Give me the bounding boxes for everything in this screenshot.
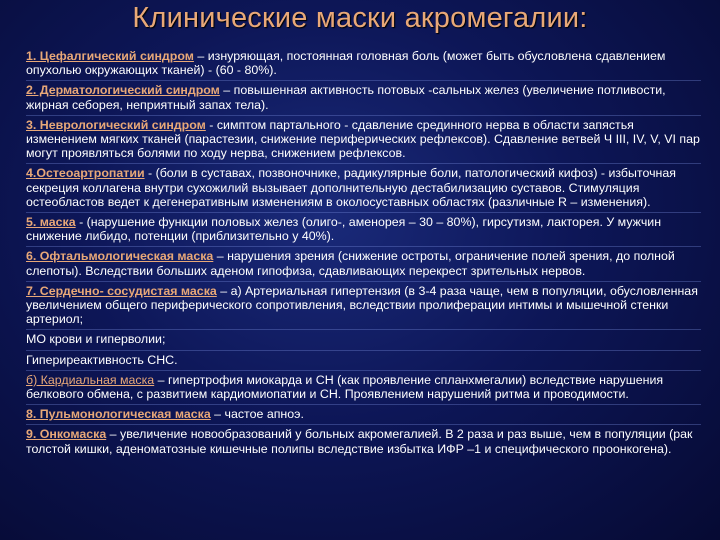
item-text: - (боли в суставах, позвоночнике, радикулярные боли, патологический кифоз) - избыточная секреция коллагена внутри сухожилий вызывает дополнительную дестабилизацию суставов. Стимуляция остеобластов ведет к дегенеративным изменениям в околосуставных областях (различные R – изменения). bbox=[26, 166, 676, 209]
item-text: – увеличение новообразований у больных акромегалией. В 2 раза и раз выше, чем в популяции (рак толстой кишки, аденоматозные кишечные полипы вследствие избытка ИФР –1 и специфического проонкогена). bbox=[26, 427, 693, 456]
item-heading: 8. Пульмонологическая маска bbox=[26, 407, 211, 422]
item-heading: 6. Офтальмологическая маска bbox=[26, 249, 214, 264]
list-item bbox=[26, 351, 701, 371]
list-item bbox=[26, 213, 701, 247]
list-item bbox=[26, 405, 701, 425]
item-text: - (нарушение функции половых желез (олиго-, аменорея – 30 – 80%), гирсутизм, лакторея. У мужчин снижение либидо, потенции (приблизительно у 40%). bbox=[26, 215, 662, 244]
list-item bbox=[26, 371, 701, 405]
list-item bbox=[26, 282, 701, 331]
item-text: - симптом партального - сдавление срединного нерва в области запястья изменением мягких тканей (парастезии, снижение периферических рефлексов). Сдавление ветвей Ч III, IV, V, VI пар могут проявляться болями по ходу нерва, снижением рефлексов. bbox=[26, 117, 700, 161]
list-item bbox=[26, 330, 701, 350]
item-text: – изнуряющая, постоянная головная боль (может быть обусловлена сдавлением опухолью окружающих тканей) - (60 - 80%). bbox=[26, 49, 666, 78]
list-item bbox=[26, 247, 701, 281]
slide-title: Клинические маски акромегалии: bbox=[132, 2, 588, 34]
item-heading: 2. Дерматологический синдром bbox=[26, 83, 220, 98]
list-item bbox=[26, 164, 701, 213]
list-item bbox=[26, 81, 701, 115]
list-item bbox=[26, 116, 701, 165]
item-text: – а) Артериальная гипертензия (в 3-4 раза чаще, чем в популяции, обусловленная увеличением общего периферического сопротивления, вследствии пролиферации интимы и мышечной стенки артериол; bbox=[26, 283, 698, 327]
item-text: МО крови и гиперволии; bbox=[26, 332, 166, 347]
item-heading: 3. Неврологический синдром bbox=[26, 117, 206, 132]
item-heading: 9. Онкомаска bbox=[26, 427, 107, 442]
item-text: – нарушения зрения (снижение остроты, ограничение полей зрения, до полной слепоты). Вследствии больших аденом гипофиза, сдавливающих перекрест зрительных нервов. bbox=[26, 249, 675, 278]
item-heading: 7. Сердечно- сосудистая маска bbox=[26, 283, 217, 298]
item-heading: б) Кардиальная маска bbox=[26, 372, 155, 387]
item-heading: 5. маска bbox=[26, 215, 76, 230]
item-text: – гипертрофия миокарда и СН (как проявление спланхмегалии) вследствие нарушения белкового обмена, с развитием кардиомиопатии и СН. Проявлением нарушений ритма и проводимости. bbox=[26, 372, 664, 402]
item-text: – частое апноэ. bbox=[210, 407, 304, 422]
list-item bbox=[26, 425, 701, 458]
item-text: – повышенная активность потовых -сальных желез (увеличение потливости, жирная себорея, неприятный запах тела). bbox=[26, 83, 666, 112]
item-heading: 1. Цефалгический синдром bbox=[26, 49, 194, 63]
item-heading: 4.Остеоартропатии bbox=[26, 166, 145, 181]
item-text: Гипериреактивность СНС. bbox=[26, 352, 178, 367]
list-item bbox=[26, 47, 701, 81]
content-list bbox=[26, 47, 701, 459]
